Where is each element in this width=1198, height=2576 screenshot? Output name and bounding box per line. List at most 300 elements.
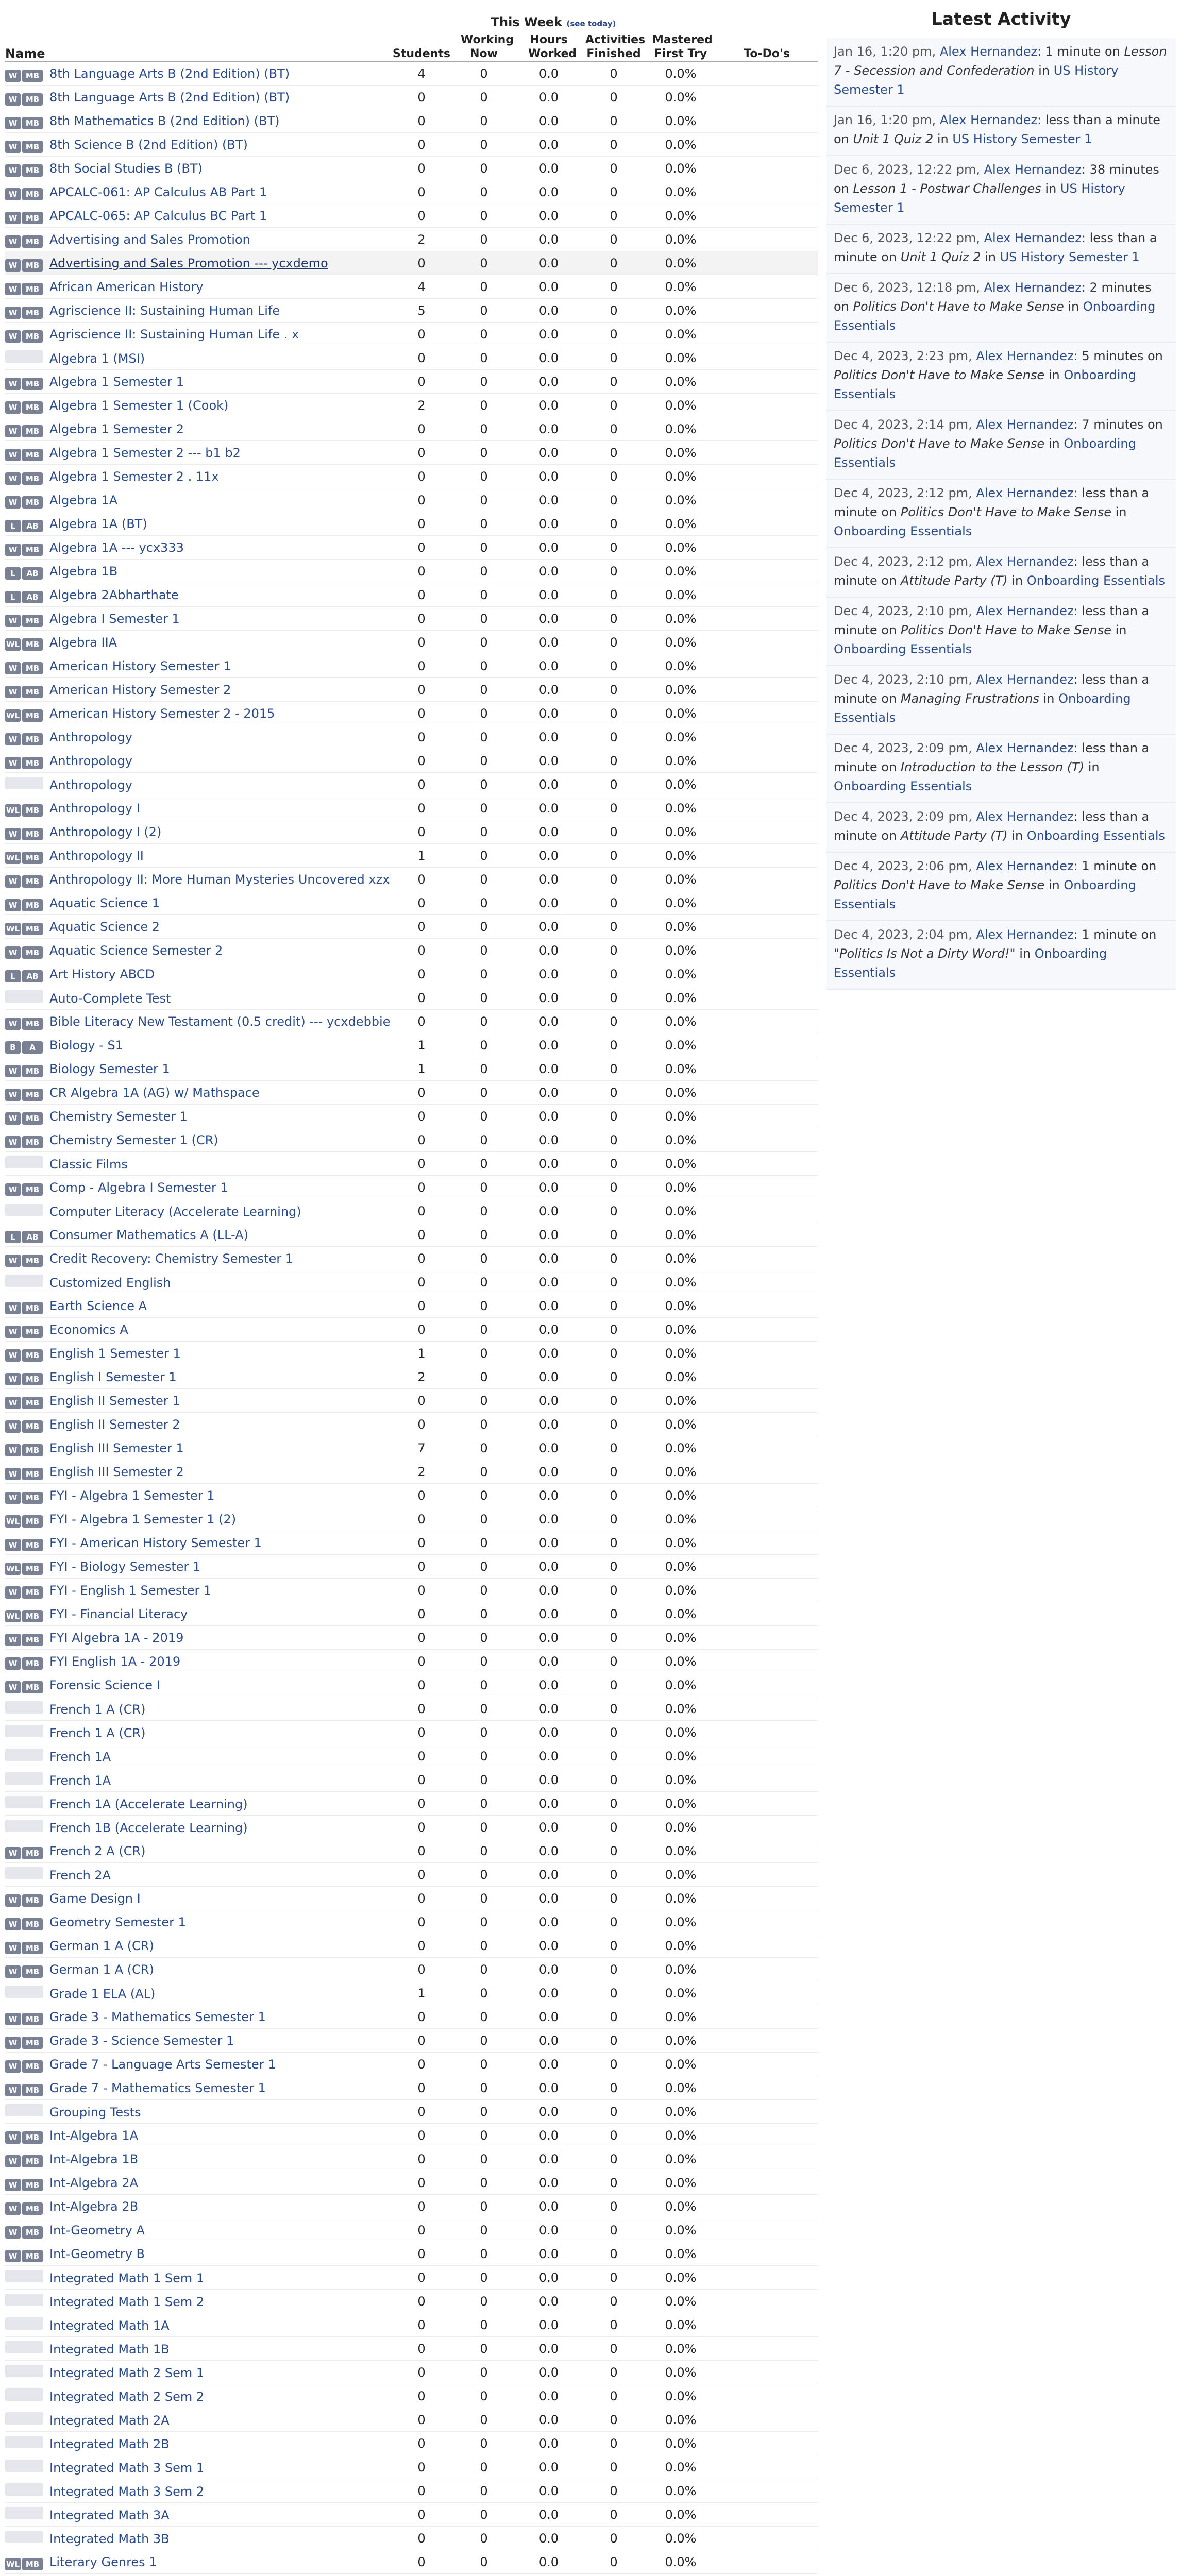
course-link[interactable]: Int-Algebra 2A [49, 2175, 139, 2190]
activity-course-link[interactable]: Onboarding Essentials [834, 946, 1107, 980]
course-name-cell [5, 2242, 392, 2266]
course-badge [5, 968, 43, 980]
badge-type: W [5, 875, 21, 888]
todo-cell [715, 2479, 818, 2503]
course-link[interactable]: English III Semester 1 [49, 1440, 184, 1455]
course-link[interactable]: French 1B (Accelerate Learning) [49, 1820, 248, 1835]
activity-course-link[interactable]: Onboarding Essentials [834, 524, 972, 538]
course-row [5, 512, 818, 536]
course-row [5, 109, 818, 133]
badge-level: MB [22, 141, 43, 153]
activities-finished-count: 0 [581, 2290, 646, 2313]
todo-cell [715, 1365, 818, 1389]
course-link[interactable]: 8th Mathematics B (2nd Edition) (BT) [49, 113, 280, 128]
course-row [5, 465, 818, 488]
activity-course-link[interactable]: US History Semester 1 [952, 132, 1092, 146]
course-link[interactable]: Grade 3 - Mathematics Semester 1 [49, 2009, 266, 2024]
course-link[interactable]: Anthropology [49, 777, 132, 792]
course-link[interactable]: Customized English [49, 1275, 171, 1290]
course-link[interactable]: Agriscience II: Sustaining Human Life . x [49, 327, 299, 342]
course-link[interactable]: Credit Recovery: Chemistry Semester 1 [49, 1251, 294, 1266]
course-name-cell [5, 394, 392, 417]
activities-finished-count: 0 [581, 2076, 646, 2100]
course-link[interactable]: Consumer Mathematics A (LL-A) [49, 1227, 248, 1242]
mastered-first-try-value [646, 2574, 715, 2576]
course-badge [5, 470, 43, 482]
course-link[interactable]: Forensic Science I [49, 1677, 160, 1692]
mastered-first-try-value: 0.0% [646, 109, 715, 133]
course-name-cell [5, 560, 392, 583]
badge-type: W [5, 1397, 21, 1409]
activity-user-link[interactable]: Alex Hernandez [984, 231, 1082, 245]
activity-course-link[interactable]: Onboarding Essentials [834, 368, 1136, 401]
course-name-cell [5, 1792, 392, 1816]
course-link[interactable]: French 1 A (CR) [49, 1702, 146, 1717]
working-now-count: 0 [451, 1389, 516, 1413]
course-link[interactable]: 8th Social Studies B (BT) [49, 161, 203, 176]
course-row [5, 180, 818, 204]
course-name-cell [5, 346, 392, 370]
course-link[interactable]: Grade 1 ELA (AL) [49, 1986, 156, 2001]
course-row [5, 1152, 818, 1176]
course-link[interactable]: Aquatic Science Semester 2 [49, 943, 223, 958]
mastered-first-try-value: 0.0% [646, 1436, 715, 1460]
course-name-cell [5, 1484, 392, 1507]
activity-course-link[interactable]: Onboarding Essentials [834, 436, 1136, 470]
course-badge [5, 162, 43, 174]
course-link[interactable]: Aquatic Science 1 [49, 895, 160, 910]
course-link[interactable]: English II Semester 1 [49, 1393, 180, 1408]
course-link[interactable]: Integrated Math 2B [49, 2436, 170, 2451]
course-link[interactable]: Algebra 1A [49, 493, 118, 507]
course-link[interactable]: English III Semester 2 [49, 1464, 184, 1479]
course-link[interactable]: FYI - Algebra 1 Semester 1 [49, 1488, 215, 1503]
course-link[interactable]: APCALC-061: AP Calculus AB Part 1 [49, 184, 267, 199]
course-link[interactable]: Algebra 1 Semester 1 (Cook) [49, 398, 229, 413]
course-link[interactable]: Integrated Math 1 Sem 1 [49, 2270, 205, 2285]
badge-type: W [5, 946, 21, 959]
badge-type: WL [5, 638, 21, 651]
course-link[interactable]: English I Semester 1 [49, 1369, 177, 1384]
hours-worked-value: 0.0 [516, 702, 581, 725]
course-link[interactable]: Biology Semester 1 [49, 1061, 170, 1076]
course-link[interactable]: Agriscience II: Sustaining Human Life [49, 303, 280, 318]
course-link[interactable]: Integrated Math 3A [49, 2507, 170, 2522]
students-count: 0 [392, 2479, 451, 2503]
course-badge-empty [5, 2507, 43, 2519]
activity-item: Dec 4, 2023, 2:09 pm, Alex Hernandez: less than a minute on Attitude Party (T) in Onboarding Essentials [826, 803, 1176, 853]
students-count: 0 [392, 2408, 451, 2432]
course-badge [5, 825, 43, 838]
course-link[interactable]: Algebra 2Abharthate [49, 587, 179, 602]
course-name-cell [5, 1626, 392, 1650]
course-link[interactable]: Aquatic Science 2 [49, 919, 160, 934]
students-count: 0 [392, 1413, 451, 1436]
course-link[interactable]: Anthropology II: More Human Mysteries Uncovered xzx [49, 872, 390, 887]
activities-finished-count: 0 [581, 939, 646, 962]
course-link[interactable]: German 1 A (CR) [49, 1962, 154, 1977]
course-row [5, 1081, 818, 1105]
course-link[interactable]: Geometry Semester 1 [49, 1914, 186, 1929]
course-badge-empty [5, 2294, 43, 2306]
activity-course-link[interactable]: US History Semester 1 [1000, 250, 1140, 264]
activity-user-link[interactable]: Alex Hernandez [984, 162, 1082, 177]
course-link[interactable]: Chemistry Semester 1 [49, 1109, 188, 1124]
course-link[interactable]: Algebra 1 Semester 2 [49, 421, 184, 436]
mastered-first-try-value: 0.0% [646, 1081, 715, 1105]
activity-user-link[interactable]: Alex Hernandez [976, 809, 1074, 824]
activities-finished-count: 0 [581, 394, 646, 417]
course-link[interactable]: French 1 A (CR) [49, 1725, 146, 1740]
course-link[interactable]: Integrated Math 1A [49, 2318, 170, 2333]
activity-user-link[interactable]: Alex Hernandez [976, 554, 1074, 569]
course-link[interactable]: 8th Science B (2nd Edition) (BT) [49, 137, 248, 152]
course-name-cell [5, 86, 392, 109]
badge-type: W [5, 662, 21, 674]
course-link[interactable]: Integrated Math 2A [49, 2413, 170, 2428]
course-link[interactable]: FYI - American History Semester 1 [49, 1535, 262, 1550]
activities-finished-count: 0 [581, 1176, 646, 1199]
course-row [5, 2242, 818, 2266]
course-link[interactable]: Grade 7 - Mathematics Semester 1 [49, 2080, 266, 2095]
activity-user-link[interactable]: Alex Hernandez [976, 349, 1074, 363]
course-link[interactable]: Anthropology I (2) [49, 824, 162, 839]
course-badge [5, 2247, 43, 2260]
course-link[interactable]: Algebra 1 (MSI) [49, 351, 145, 366]
course-link[interactable]: Integrated Math 3 Sem 1 [49, 2460, 205, 2475]
course-link[interactable]: Bible Literacy New Testament (0.5 credit) --- ycxdebbie [49, 1014, 391, 1029]
activity-user-link[interactable]: Alex Hernandez [976, 604, 1074, 618]
working-now-count: 0 [451, 2479, 516, 2503]
column-students[interactable]: Students [392, 33, 451, 61]
activity-course-link[interactable]: Onboarding Essentials [834, 642, 972, 656]
course-badge [5, 446, 43, 459]
course-link[interactable]: French 2A [49, 1868, 111, 1883]
activities-finished-count: 0 [581, 560, 646, 583]
mastered-first-try-value: 0.0% [646, 560, 715, 583]
activity-user-link[interactable]: Alex Hernandez [976, 417, 1074, 432]
course-link[interactable]: Advertising and Sales Promotion [49, 232, 250, 247]
badge-type: W [5, 1089, 21, 1101]
course-link[interactable]: Comp - Algebra I Semester 1 [49, 1180, 228, 1195]
badge-type: W [5, 1255, 21, 1267]
course-badge [5, 683, 43, 696]
course-link[interactable]: FYI - Financial Literacy [49, 1606, 188, 1621]
todo-cell [715, 2408, 818, 2432]
badge-type: W [5, 733, 21, 745]
activity-course-link[interactable]: US History Semester 1 [834, 63, 1119, 97]
working-now-count: 0 [451, 1555, 516, 1579]
course-badge-empty [5, 2388, 43, 2401]
badge-type: W [5, 449, 21, 461]
badge-level: MB [22, 1468, 43, 1480]
latest-activity-panel [826, 0, 1176, 990]
course-name-cell [5, 109, 392, 133]
course-link[interactable]: Anthropology [49, 730, 132, 744]
course-link[interactable]: FYI - Algebra 1 Semester 1 (2) [49, 1512, 237, 1527]
hours-worked-value: 0.0 [516, 1768, 581, 1792]
todo-cell [715, 1342, 818, 1365]
badge-type: W [5, 472, 21, 485]
mastered-first-try-value: 0.0% [646, 1768, 715, 1792]
course-link[interactable]: American History Semester 2 [49, 682, 231, 697]
mastered-first-try-value: 0.0% [646, 157, 715, 180]
course-row [5, 2147, 818, 2171]
activity-course-link[interactable]: Onboarding Essentials [834, 299, 1156, 333]
course-link[interactable]: English 1 Semester 1 [49, 1346, 181, 1361]
activity-course-link[interactable]: Onboarding Essentials [834, 779, 972, 793]
activities-finished-count: 0 [581, 583, 646, 607]
course-link[interactable]: Auto-Complete Test [49, 991, 171, 1006]
course-link[interactable]: Integrated Math 3 Sem 2 [49, 2484, 205, 2499]
mastered-first-try-value: 0.0% [646, 2076, 715, 2100]
activity-course-link[interactable]: Onboarding Essentials [1026, 828, 1166, 843]
activity-time: Dec 6, 2023, 12:22 pm, [834, 231, 980, 245]
course-link[interactable]: Algebra 1A --- ycx333 [49, 540, 184, 555]
course-badge [5, 1916, 43, 1928]
course-link[interactable]: Algebra 1 Semester 2 --- b1 b2 [49, 445, 241, 460]
students-count: 0 [392, 346, 451, 370]
activity-item: Dec 4, 2023, 2:04 pm, Alex Hernandez: 1 minute on "Politics Is Not a Dirty Word!" in Onboarding Essentials [826, 921, 1176, 990]
todo-cell [715, 1389, 818, 1413]
mastered-first-try-value: 0.0% [646, 2479, 715, 2503]
activity-duration: 1 minute [1082, 927, 1137, 942]
course-link[interactable]: Economics A [49, 1322, 128, 1337]
todo-cell [715, 844, 818, 868]
students-count: 0 [392, 1318, 451, 1342]
todo-cell [715, 394, 818, 417]
course-link[interactable]: American History Semester 2 - 2015 [49, 706, 275, 721]
course-badge [5, 1347, 43, 1359]
course-link[interactable]: Grade 7 - Language Arts Semester 1 [49, 2057, 276, 2072]
course-link[interactable]: Computer Literacy (Accelerate Learning) [49, 1204, 301, 1219]
todo-cell [715, 2195, 818, 2218]
working-now-count: 0 [451, 1958, 516, 1981]
column-working-now[interactable]: Working Now [451, 33, 516, 61]
see-today-link[interactable]: (see today) [566, 19, 616, 28]
todo-cell [715, 678, 818, 702]
activities-finished-count: 0 [581, 1033, 646, 1057]
working-now-count: 0 [451, 844, 516, 868]
course-link[interactable]: Advertising and Sales Promotion --- ycxdemo [49, 256, 328, 270]
activity-user-link[interactable]: Alex Hernandez [939, 44, 1038, 59]
course-link[interactable]: Integrated Math 3B [49, 2531, 170, 2546]
course-link[interactable]: Classic Films [49, 1157, 128, 1172]
working-now-count: 0 [451, 1318, 516, 1342]
activity-course-link[interactable]: US History Semester 1 [834, 181, 1125, 215]
course-link[interactable]: CR Algebra 1A (AG) w/ Mathspace [49, 1085, 260, 1100]
working-now-count: 0 [451, 702, 516, 725]
activity-course-link[interactable]: Onboarding Essentials [834, 691, 1131, 725]
students-count: 0 [392, 1744, 451, 1768]
activities-finished-count: 0 [581, 844, 646, 868]
course-name-cell [5, 939, 392, 962]
course-link[interactable]: Algebra 1 Semester 2 . 11x [49, 469, 219, 484]
activity-user-link[interactable]: Alex Hernandez [976, 486, 1074, 500]
course-link[interactable]: Int-Algebra 2B [49, 2199, 139, 2214]
course-link[interactable]: Integrated Math 1B [49, 2342, 170, 2357]
activity-duration: less than a minute [834, 741, 1150, 774]
activities-finished-count: 0 [581, 891, 646, 915]
course-link[interactable]: Art History ABCD [49, 967, 155, 981]
hours-worked-value: 0.0 [516, 654, 581, 678]
course-link[interactable]: Anthropology [49, 753, 132, 768]
activities-finished-count: 0 [581, 86, 646, 109]
course-badge [5, 2224, 43, 2236]
course-link[interactable]: Algebra IIA [49, 635, 117, 650]
course-link[interactable]: APCALC-065: AP Calculus BC Part 1 [49, 208, 267, 223]
course-link[interactable]: 8th Language Arts B (2nd Edition) (BT) [49, 66, 290, 81]
working-now-count: 0 [451, 228, 516, 251]
course-link[interactable]: 8th Language Arts B (2nd Edition) (BT) [49, 90, 290, 105]
column-todos[interactable]: To-Do's [715, 33, 818, 61]
course-badge [5, 1181, 43, 1193]
working-now-count: 0 [451, 1887, 516, 1910]
course-badge [5, 2176, 43, 2189]
course-link[interactable]: Grade 3 - Science Semester 1 [49, 2033, 234, 2048]
course-link[interactable]: Algebra I Semester 1 [49, 611, 180, 626]
column-hours-worked[interactable]: Hours Worked [516, 33, 581, 61]
activity-user-link[interactable]: Alex Hernandez [976, 859, 1074, 873]
course-badge [5, 1560, 43, 1572]
mastered-first-try-value: 0.0% [646, 654, 715, 678]
todo-cell [715, 607, 818, 631]
working-now-count: 0 [451, 560, 516, 583]
badge-type: W [5, 259, 21, 272]
todo-cell [715, 891, 818, 915]
activity-user-link[interactable]: Alex Hernandez [976, 927, 1074, 942]
course-link[interactable]: English II Semester 2 [49, 1417, 180, 1432]
column-name[interactable]: Name [5, 33, 392, 61]
activities-finished-count: 0 [581, 2550, 646, 2574]
course-link[interactable]: Algebra 1 Semester 1 [49, 374, 184, 389]
todo-cell [715, 1010, 818, 1033]
badge-level: MB [22, 1089, 43, 1101]
course-name-cell [5, 1507, 392, 1531]
course-link[interactable]: French 1A [49, 1749, 111, 1764]
course-link[interactable]: Anthropology I [49, 801, 140, 816]
mastered-first-try-value: 0.0% [646, 488, 715, 512]
activities-finished-count: 0 [581, 2124, 646, 2147]
course-row [5, 1057, 818, 1081]
activity-user-link[interactable]: Alex Hernandez [939, 113, 1038, 127]
course-name-cell [5, 2550, 392, 2574]
course-row [5, 2361, 818, 2384]
course-link[interactable]: FYI Algebra 1A - 2019 [49, 1630, 184, 1645]
working-now-count: 0 [451, 370, 516, 394]
hours-worked-value: 0.0 [516, 1673, 581, 1697]
course-link[interactable]: Earth Science A [49, 1298, 147, 1313]
course-link[interactable]: Int-Geometry B [49, 2246, 145, 2261]
course-link[interactable]: FYI - Biology Semester 1 [49, 1559, 201, 1574]
todo-cell [715, 275, 818, 299]
course-link[interactable]: American History Semester 1 [49, 658, 231, 673]
students-count: 0 [392, 820, 451, 844]
badge-level: MB [22, 1255, 43, 1267]
activity-course-link[interactable]: Onboarding Essentials [1026, 573, 1166, 588]
activities-finished-count: 0 [581, 1507, 646, 1531]
course-link[interactable]: FYI English 1A - 2019 [49, 1654, 181, 1669]
course-name-cell [5, 702, 392, 725]
course-link[interactable]: Game Design I [49, 1891, 141, 1906]
mastered-first-try-value: 0.0% [646, 939, 715, 962]
mastered-first-try-value: 0.0% [646, 820, 715, 844]
course-link[interactable]: German 1 A (CR) [49, 1938, 154, 1953]
column-activities-finished[interactable]: Activities Finished [581, 33, 646, 61]
working-now-count: 0 [451, 2218, 516, 2242]
course-name-cell [5, 1057, 392, 1081]
course-link[interactable]: Literary Genres 1 [49, 2554, 157, 2569]
todo-cell [715, 465, 818, 488]
students-count: 0 [392, 915, 451, 939]
course-link[interactable]: Algebra 1A (BT) [49, 516, 147, 531]
badge-type: W [5, 378, 21, 390]
badge-type: W [5, 1326, 21, 1338]
course-row [5, 1318, 818, 1342]
activities-finished-count: 0 [581, 678, 646, 702]
students-count: 0 [392, 1579, 451, 1602]
mastered-first-try-value: 0.0% [646, 2503, 715, 2527]
course-name-cell [5, 631, 392, 654]
activities-finished-count: 0 [581, 1460, 646, 1484]
course-link[interactable]: Int-Geometry A [49, 2223, 145, 2238]
activity-user-link[interactable]: Alex Hernandez [984, 280, 1082, 295]
course-link[interactable]: Anthropology II [49, 848, 144, 863]
course-link[interactable]: Integrated Math 2 Sem 2 [49, 2389, 205, 2404]
todo-cell [715, 86, 818, 109]
course-link[interactable]: French 1A (Accelerate Learning) [49, 1797, 248, 1811]
course-link[interactable]: African American History [49, 279, 204, 294]
hours-worked-value: 0.0 [516, 2455, 581, 2479]
activity-time: Jan 16, 1:20 pm, [834, 113, 936, 127]
todo-cell [715, 1484, 818, 1507]
badge-type: W [5, 899, 21, 911]
todo-cell [715, 2029, 818, 2053]
course-badge [5, 1892, 43, 1904]
todo-cell [715, 2290, 818, 2313]
todo-cell [715, 2005, 818, 2029]
course-link[interactable]: FYI - English 1 Semester 1 [49, 1583, 212, 1598]
activity-course-link[interactable]: Onboarding Essentials [834, 878, 1136, 911]
mastered-first-try-value: 0.0% [646, 1721, 715, 1744]
working-now-count: 0 [451, 796, 516, 820]
activities-finished-count: 0 [581, 1531, 646, 1555]
course-link[interactable]: Integrated Math 1 Sem 2 [49, 2294, 205, 2309]
course-link[interactable]: Algebra 1B [49, 564, 118, 579]
course-link[interactable]: Chemistry Semester 1 (CR) [49, 1132, 218, 1147]
activity-user-link[interactable]: Alex Hernandez [976, 672, 1074, 687]
column-mastered-first-try[interactable]: Mastered First Try [646, 33, 715, 61]
activity-user-link[interactable]: Alex Hernandez [976, 741, 1074, 755]
mastered-first-try-value: 0.0% [646, 2242, 715, 2266]
activities-finished-count: 0 [581, 2029, 646, 2053]
todo-cell [715, 2432, 818, 2455]
course-link[interactable]: Grouping Tests [49, 2105, 141, 2120]
course-row [5, 251, 818, 275]
activity-time: Dec 4, 2023, 2:06 pm, [834, 859, 972, 873]
course-link[interactable]: French 1A [49, 1773, 111, 1788]
course-link[interactable]: Int-Algebra 1B [49, 2151, 139, 2166]
badge-level: MB [22, 2250, 43, 2262]
course-link[interactable]: Integrated Math 2 Sem 1 [49, 2365, 205, 2380]
mastered-first-try-value: 0.0% [646, 2313, 715, 2337]
course-name-cell [5, 2313, 392, 2337]
course-badge-empty [5, 1725, 43, 1737]
course-link[interactable]: Int-Algebra 1A [49, 2128, 139, 2143]
course-link[interactable]: Biology - S1 [49, 1038, 124, 1053]
working-now-count: 0 [451, 1342, 516, 1365]
course-link[interactable]: French 2 A (CR) [49, 1843, 146, 1858]
